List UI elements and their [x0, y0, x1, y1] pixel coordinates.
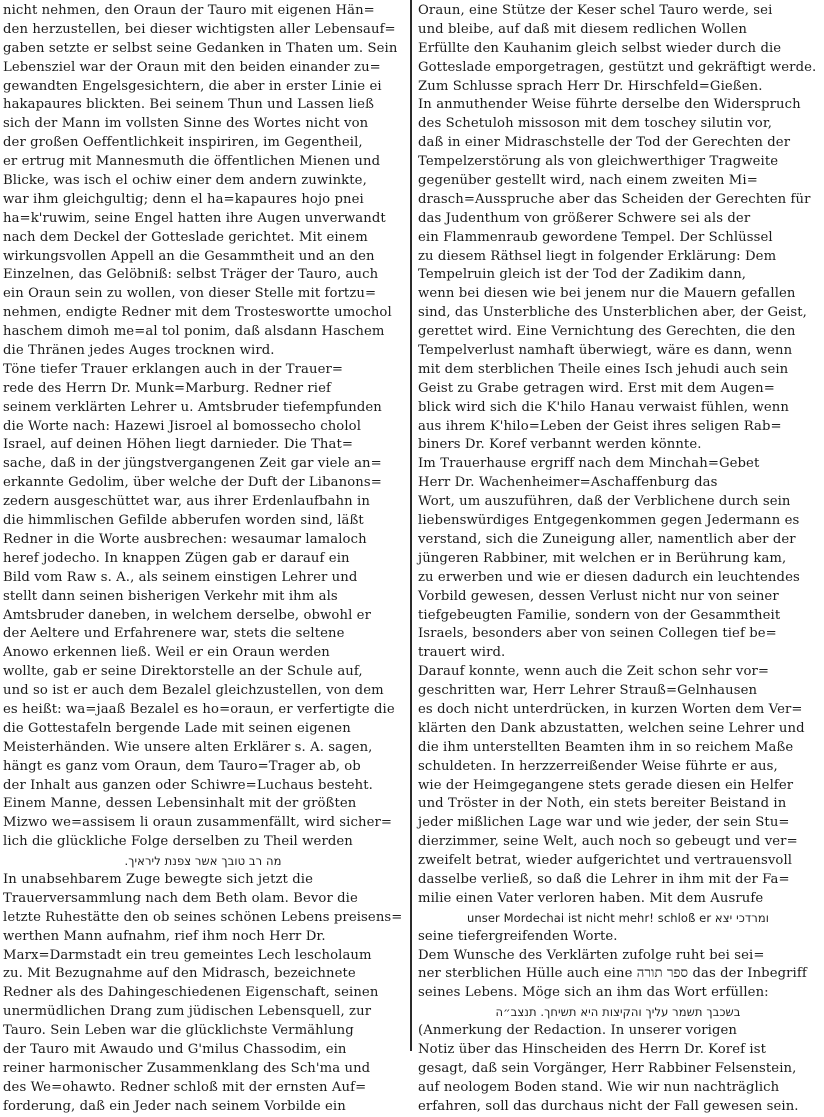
- text-line: unermüdlichen Drang zum jüdischen Lebensquell, zur: [3, 1004, 372, 1020]
- text-line: der Inhalt aus ganzen oder Schiwre=Luchaus besteht.: [3, 777, 373, 793]
- text-line: forderung, daß ein Jeder nach seinem Vorbilde ein: [3, 1098, 346, 1114]
- text-line: seine tiefergreifenden Worte.: [418, 928, 618, 944]
- text-line: gaben setzte er selbst seine Gedanken in Thaten um. Sein: [3, 40, 398, 56]
- text-line: daß in einer Midraschstelle der Tod der Gerechten der: [418, 135, 791, 151]
- text-line: liebenswürdiges Entgegenkommen gegen Jedermann es: [418, 513, 800, 529]
- text-line: Mizwo we=assisem li oraun zusammenfällt, wird sicher=: [3, 815, 393, 831]
- left-column: [3, 2, 403, 1114]
- text-line: wie der Heimgegangene stets gerade diesen ein Helfer: [418, 777, 794, 793]
- text-line: Meisterhänden. Wie unsere alten Erklärer s. A. sagen,: [3, 739, 373, 755]
- text-line: die ihm unterstellten Beamten ihm in so reichem Maße: [418, 739, 794, 755]
- text-line: gewandten Engelsgesichtern, die aber in erster Linie ei: [3, 78, 382, 94]
- text-line: er ertrug mit Mannesmuth die öffentlichen Mienen und: [3, 154, 381, 170]
- text-line: Darauf konnte, wenn auch die Zeit schon sehr vor=: [418, 664, 770, 680]
- text-line: ein Oraun sein zu wollen, von dieser Stelle mit fortzu=: [3, 286, 377, 302]
- text-line: wollte, gab er seine Direktorstelle an der Schule auf,: [3, 664, 363, 680]
- text-line: (Anmerkung der Redaction. In unserer vorigen: [418, 1023, 737, 1039]
- text-line: haschem dimoh me=al tol ponim, daß alsdann Haschem: [3, 324, 385, 340]
- text-line: heref jodecho. In knappen Zügen gab er darauf ein: [3, 550, 350, 566]
- text-line: ein Flammenraub gewordene Tempel. Der Schlüssel: [418, 229, 773, 245]
- text-line: Im Trauerhause ergriff nach dem Minchah=Gebet: [418, 456, 760, 472]
- text-line: auf neologem Boden stand. Wie wir nun nachträglich: [418, 1079, 780, 1095]
- text-line: lich die glückliche Folge derselben zu Theil werden: [3, 834, 353, 850]
- text-line: ha=k'ruwim, seine Engel hatten ihre Augen unverwandt: [3, 210, 386, 226]
- text-line: wenn bei diesen wie bei jenem nur die Mauern gefallen: [418, 286, 796, 302]
- text-line: und Tröster in der Noth, ein stets bereiter Beistand in: [418, 796, 787, 812]
- text-line: geschritten war, Herr Lehrer Strauß=Gelnhausen: [418, 683, 758, 699]
- text-line: Tempelverlust namhaft überwiegt, wäre es dann, wenn: [418, 343, 793, 359]
- text-line: Herr Dr. Wachenheimer=Aschaffenburg das: [418, 475, 718, 491]
- text-line: sache, daß in der jüngstvergangenen Zeit gar viele an=: [3, 456, 382, 472]
- text-line: die Worte nach: Hazewi Jisroel al bomossecho cholol: [3, 418, 362, 434]
- text-line: reiner harmonischer Zusammenklang des Sch'ma und: [3, 1060, 371, 1076]
- text-line: Bild vom Raw s. A., als seinem einstigen Lehrer und: [3, 569, 358, 585]
- right-column: [418, 2, 818, 1114]
- text-line: Oraun, eine Stütze der Keser schel Tauro werde, sei: [418, 3, 773, 18]
- text-line: Trauerversammlung nach dem Beth olam. Bevor die: [3, 890, 358, 906]
- text-line: das Judenthum von größerer Schwere sei als der: [418, 210, 751, 226]
- text-line: schuldeten. In herzzerreißender Weise führte er aus,: [418, 758, 778, 774]
- text-line: aus ihrem K'hilo=Leben der Geist ihres seligen Rab=: [418, 418, 782, 434]
- text-line: Vorbild gewesen, dessen Verlust nicht nur von seiner: [418, 588, 779, 604]
- text-line: biners Dr. Koref verbannt werden könnte.: [418, 437, 702, 453]
- text-line: zu erwerben und wie er diesen dadurch ein leuchtendes: [418, 569, 800, 585]
- text-line: wirkungsvollen Appell an die Gesammtheit und an den: [3, 248, 375, 264]
- text-line: Gotteslade emporgetragen, gestützt und gekräftigt werde.: [418, 59, 817, 75]
- text-line: des Schetuloh missoson mit dem toschey silutin vor,: [418, 116, 773, 132]
- text-line: nehmen, endigte Redner mit dem Trosteswortte umochol: [3, 305, 392, 321]
- text-line: erfahren, soll das durchaus nicht der Fall gewesen sein.: [418, 1098, 799, 1114]
- text-line: und so ist er auch dem Bezalel gleichzustellen, von dem: [3, 683, 384, 699]
- column-divider: [410, 0, 412, 1051]
- text-line: Redner als des Dahingeschiedenen Eigenschaft, seinen: [3, 985, 379, 1001]
- text-line: gesagt, daß sein Vorgänger, Herr Rabbiner Felsenstein,: [418, 1060, 797, 1076]
- text-line: Israels, besonders aber von seinen Collegen tief be=: [418, 626, 777, 642]
- text-line: der Aeltere und Erfahrenere war, stets die seltene: [3, 626, 345, 642]
- text-line: trauert wird.: [418, 645, 506, 661]
- text-line: zedern ausgeschüttet war, aus ihrer Erdenlaufbahn in: [3, 494, 370, 510]
- text-line: des We=ohawto. Redner schloß mit der ernsten Auf=: [3, 1079, 367, 1095]
- text-line: Lebensziel war der Oraun mit den beiden einander zu=: [3, 59, 381, 75]
- text-line: milie einen Vater verloren haben. Mit dem Ausrufe: [418, 890, 764, 906]
- text-line: jüngeren Rabbiner, mit welchen er in Berührung kam,: [418, 550, 787, 566]
- text-line: dasselbe verließ, so daß die Lehrer in ihm mit der Fa=: [418, 871, 790, 887]
- text-line: nach dem Deckel der Gotteslade gerichtet. Mit einem: [3, 229, 368, 245]
- text-line: drasch=Ausspruche aber das Scheiden der Gerechten für: [418, 191, 811, 207]
- text-line: stellt dann seinen bisherigen Verkehr mit ihm als: [3, 588, 338, 604]
- text-line: Einzelnen, das Gelöbniß: selbst Träger der Tauro, auch: [3, 267, 379, 283]
- text-line: Tempelzerstörung als von gleichwerthiger Tragweite: [418, 154, 779, 170]
- hebrew-verse-line: מה רב טובך אשר צפנת ליראיך.: [124, 854, 282, 869]
- text-line: der Tauro mit Awaudo und G'milus Chassodim, ein: [3, 1041, 347, 1057]
- text-line: es doch nicht unterdrücken, in kurzen Worten dem Ver=: [418, 701, 803, 717]
- text-line: jeder mißlichen Lage war und wie jeder, der sein Stu=: [418, 815, 790, 831]
- text-line: gerettet wird. Eine Vernichtung des Gerechten, die den: [418, 324, 796, 340]
- text-line: Blicke, was isch el ochiw einer dem andern zuwinkte,: [3, 173, 367, 189]
- text-line: tiefgebeugten Familie, sondern von der Gesammtheit: [418, 607, 781, 623]
- text-line: klärten den Dank abzustatten, welchen seine Lehrer und: [418, 720, 805, 736]
- text-line: hängt es ganz vom Oraun, dem Tauro=Trager ab, ob: [3, 758, 361, 774]
- text-line: hakapaures blickten. Bei seinem Thun und Lassen ließ: [3, 97, 374, 113]
- text-line: In unabsehbarem Zuge bewegte sich jetzt die: [3, 871, 313, 887]
- text-line: seines Lebens. Möge sich an ihm das Wort erfüllen:: [418, 985, 769, 1001]
- text-line: ner sterblichen Hülle auch eine ספר תורה das der Inbegriff: [418, 966, 807, 982]
- text-line: die Thränen jedes Auges trocknen wird.: [3, 343, 275, 359]
- text-line: Israel, auf deinen Höhen liegt darnieder. Die That=: [3, 437, 354, 453]
- text-line: zweifelt betrat, wieder aufgerichtet und vertrauensvoll: [418, 853, 793, 869]
- text-line: Marx=Darmstadt ein treu gemeintes Lech lescholaum: [3, 947, 372, 963]
- text-line: nicht nehmen, den Oraun der Tauro mit eigenen Hän=: [3, 3, 375, 18]
- text-line: Töne tiefer Trauer erklangen auch in der Trauer=: [3, 361, 344, 377]
- text-line: seinem verklärten Lehrer u. Amtsbruder tiefempfunden: [3, 399, 382, 415]
- text-line: Zum Schlusse sprach Herr Dr. Hirschfeld=Gießen.: [418, 78, 763, 94]
- text-line: blick wird sich die K'hilo Hanau verwaist fühlen, wenn: [418, 399, 789, 415]
- text-line: zu. Mit Bezugnahme auf den Midrasch, bezeichnete: [3, 966, 356, 982]
- text-line: die himmlischen Gefilde abberufen worden sind, läßt: [3, 513, 364, 529]
- text-line: Notiz über das Hinscheiden des Herrn Dr. Koref ist: [418, 1041, 766, 1057]
- text-line: Einem Manne, dessen Lebensinhalt mit der größten: [3, 796, 357, 812]
- text-line: gegenüber gestellt wird, nach einem zweiten Mi=: [418, 173, 758, 189]
- text-line: es heißt: wa=jaaß Bezalel es ho=oraun, er verfertigte die: [3, 701, 395, 717]
- hebrew-verse-line: ומרדכי יצא unser Mordechai ist nicht mehr! schloß er: [466, 910, 770, 925]
- text-line: verstand, sich die Zuneigung aller, namentlich aber der: [418, 531, 796, 547]
- text-line: die Gottestafeln bergende Lade mit seinen eigenen: [3, 720, 351, 736]
- text-line: sich der Mann im vollsten Sinne des Wortes nicht von: [3, 116, 369, 132]
- text-line: dierzimmer, seine Welt, auch noch so gebeugt und ver=: [418, 834, 798, 850]
- text-line: zu diesem Räthsel liegt in folgender Erklärung: Dem: [418, 248, 777, 264]
- text-line: In anmuthender Weise führte derselbe den Widerspruch: [418, 97, 801, 113]
- text-line: den herzustellen, bei dieser wichtigsten aller Lebensauf=: [3, 21, 396, 37]
- text-line: Geist zu Grabe getragen wird. Erst mit dem Augen=: [418, 380, 775, 396]
- text-line: sind, das Unsterbliche des Unsterblichen aber, der Geist,: [418, 305, 807, 321]
- text-line: rede des Herrn Dr. Munk=Marburg. Redner rief: [3, 380, 332, 396]
- text-line: Wort, um auszuführen, daß der Verblichene durch sein: [418, 494, 791, 510]
- text-line: der großen Oeffentlichkeit inspiriren, im Gegentheil,: [3, 135, 363, 151]
- text-line: Tempelruin gleich ist der Tod der Zadikim dann,: [418, 267, 747, 283]
- text-line: Tauro. Sein Leben war die glücklichste Vermählung: [3, 1023, 354, 1039]
- text-line: Erfüllte den Kauhanim gleich selbst wieder durch die: [418, 40, 782, 56]
- text-line: werthen Mann aufnahm, rief ihm noch Herr Dr.: [3, 928, 326, 944]
- text-line: erkannte Gedolim, über welche der Duft der Libanons=: [3, 475, 382, 491]
- hebrew-verse-line: בשכבך תשמר עליך והקיצות היא תשיחך. תנצב״ה: [495, 1005, 741, 1020]
- text-line: war ihm gleichgultig; denn el ha=kapaures hojo pnei: [3, 191, 364, 207]
- text-line: Amtsbruder daneben, in welchem derselbe, obwohl er: [3, 607, 371, 623]
- text-line: mit dem sterblichen Theile eines Isch jehudi auch sein: [418, 361, 789, 377]
- text-line: Redner in die Worte ausbrechen: wesaumar lamaloch: [3, 531, 367, 547]
- text-line: Anowo erkennen ließ. Weil er ein Oraun werden: [3, 645, 330, 661]
- text-line: letzte Ruhestätte den ob seines schönen Lebens preisens=: [3, 909, 403, 925]
- text-line: und bleibe, auf daß mit diesem redlichen Wollen: [418, 21, 747, 37]
- text-line: Dem Wunsche des Verklärten zufolge ruht bei sei=: [418, 947, 765, 963]
